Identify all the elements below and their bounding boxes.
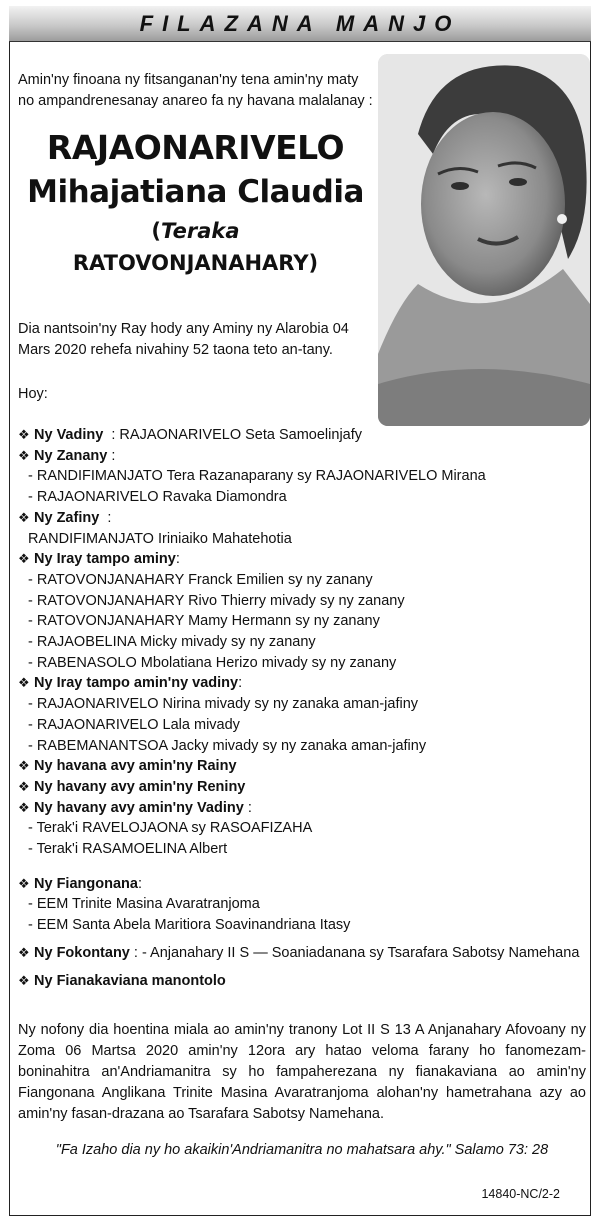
section-label: Ny Fiangonana (34, 875, 138, 892)
family-fianakaviana (18, 971, 588, 992)
family-vadiny (18, 425, 588, 446)
bullet-icon: ❖ (18, 509, 30, 525)
bullet-icon: ❖ (18, 447, 30, 463)
bullet-icon: ❖ (18, 944, 30, 960)
list-item: - RAJAONARIVELO Ravaka Diamondra (28, 489, 287, 506)
family-fokontany (18, 943, 588, 964)
section-value: : - Anjanahary II S — Soaniadanana sy Tsarafara Sabotsy Namehana (133, 944, 580, 961)
family-zafiny (18, 508, 588, 529)
section-colon: : (175, 551, 180, 568)
section-label: Ny Vadiny (34, 427, 104, 443)
list-item: - EEM Santa Abela Maritiora Soavinandriana Itasy (28, 917, 351, 934)
section-colon: : (238, 675, 243, 692)
list-item: - Terak'i RAVELOJAONA sy RASOAFIZAHA (28, 820, 313, 837)
spacer (18, 936, 588, 943)
section-label: Ny havany avy amin'ny Vadiny (34, 799, 244, 816)
list-item: - RATOVONJANAHARY Mamy Hermann sy ny zanany (28, 613, 380, 630)
section-label: Ny havana avy amin'ny Rainy (34, 758, 237, 775)
list-item: - RATOVONJANAHARY Rivo Thierry mivady sy ny zanany (28, 592, 405, 609)
list-item: - RABEMANANTSOA Jacky mivady sy ny zanaka aman-jafiny (28, 737, 427, 754)
bullet-icon: ❖ (18, 778, 30, 794)
section-colon: : (107, 509, 112, 526)
reference-code: 14840-NC/2-2 (481, 1187, 560, 1201)
section-colon: : (247, 799, 252, 816)
bullet-icon: ❖ (18, 758, 30, 774)
list-item: - RATOVONJANAHARY Franck Emilien sy ny zanany (28, 571, 373, 588)
list-item: - RAJAONARIVELO Nirina mivady sy ny zanaka aman-jafiny (28, 696, 419, 713)
alias-label: Teraka (161, 219, 240, 243)
death-notice: Dia nantsoin'ny Ray hody any Aminy ny Alarobia 04 Mars 2020 rehefa nivahiny 52 taona teto an-tany. (18, 321, 349, 358)
bullet-icon: ❖ (18, 551, 30, 567)
family-list (18, 425, 588, 991)
bullet-icon: ❖ (18, 799, 30, 815)
section-label: Ny Fokontany (34, 944, 130, 961)
alias-paren: ( (151, 219, 162, 243)
list-item: - Terak'i RASAMOELINA Albert (28, 841, 228, 858)
deceased-surname: RAJAONARIVELO (46, 128, 345, 167)
section-label: Ny havany avy amin'ny Reniny (34, 778, 246, 795)
family-iray-tampo-vadiny (18, 673, 588, 694)
list-item: - EEM Trinite Masina Avaratranjoma (28, 896, 260, 913)
section-value: : RAJAONARIVELO Seta Samoelinjafy (111, 427, 363, 443)
deceased-alias (18, 214, 373, 248)
section-label: Ny Zafiny (34, 509, 100, 526)
list-item: - RANDIFIMANJATO Tera Razanaparany sy RAJAONARIVELO Mirana (28, 468, 486, 485)
closing-text: Ny nofony dia hoentina miala ao amin'ny tranony Lot II S 13 A Anjanahary Afovoany ny Zoma 06 Martsa 2020 amin'ny 12ora ary hatao veloma farany ho fanomezam-boninahitra an'Andriamanitra sy ho fampaherezana ny fianakaviana ao amin'ny Fiangonana Anglikana Trinite Masina Avaratranjoma alohan'ny hametrahana azy ao amin'ny fasan-drazana ao Tsarafara Sabotsy Namehana. (18, 1022, 586, 1122)
portrait-photo (378, 54, 590, 426)
deceased-name-block (18, 126, 373, 278)
header-title: FILAZANA MANJO (139, 11, 461, 36)
spacer (18, 860, 588, 874)
deceased-given-names: Mihajatiana Claudia (27, 174, 364, 210)
family-havana-rainy (18, 756, 588, 777)
hoy-label: Hoy: (18, 386, 48, 402)
list-item: - RABENASOLO Mbolatiana Herizo mivady sy ny zanany (28, 654, 397, 671)
section-colon: : (137, 875, 142, 892)
bullet-icon: ❖ (18, 427, 30, 442)
family-iray-tampo (18, 549, 588, 570)
intro-text: Amin'ny finoana ny fitsanganan'ny tena amin'ny maty no ampandrenesanay anareo fa ny havana malalanay : (18, 72, 373, 109)
list-item: - RAJAONARIVELO Lala mivady (28, 716, 240, 733)
family-havana-vadiny (18, 798, 588, 819)
section-colon: : (111, 447, 116, 464)
family-fiangonana (18, 874, 588, 895)
header-banner (9, 6, 591, 42)
spacer (18, 964, 588, 971)
portrait-photo-image (378, 54, 590, 426)
section-label: Ny Fianakaviana manontolo (34, 972, 226, 989)
deceased-maiden-name: RATOVONJANAHARY) (72, 251, 319, 275)
bullet-icon: ❖ (18, 675, 30, 691)
list-item: RANDIFIMANJATO Iriniaiko Mahatehotia (28, 530, 292, 547)
family-havana-reniny (18, 777, 588, 798)
family-zanany (18, 446, 588, 467)
bullet-icon: ❖ (18, 972, 30, 988)
scripture-quote: "Fa Izaho dia ny ho akaikin'Andriamanitra no mahatsara ahy." Salamo 73: 28 (55, 1142, 549, 1158)
list-item: - RAJAOBELINA Micky mivady sy ny zanany (28, 634, 316, 651)
section-label: Ny Iray tampo aminy (34, 551, 176, 568)
bullet-icon: ❖ (18, 875, 30, 891)
section-label: Ny Iray tampo amin'ny vadiny (34, 675, 239, 692)
section-label: Ny Zanany (34, 447, 108, 464)
